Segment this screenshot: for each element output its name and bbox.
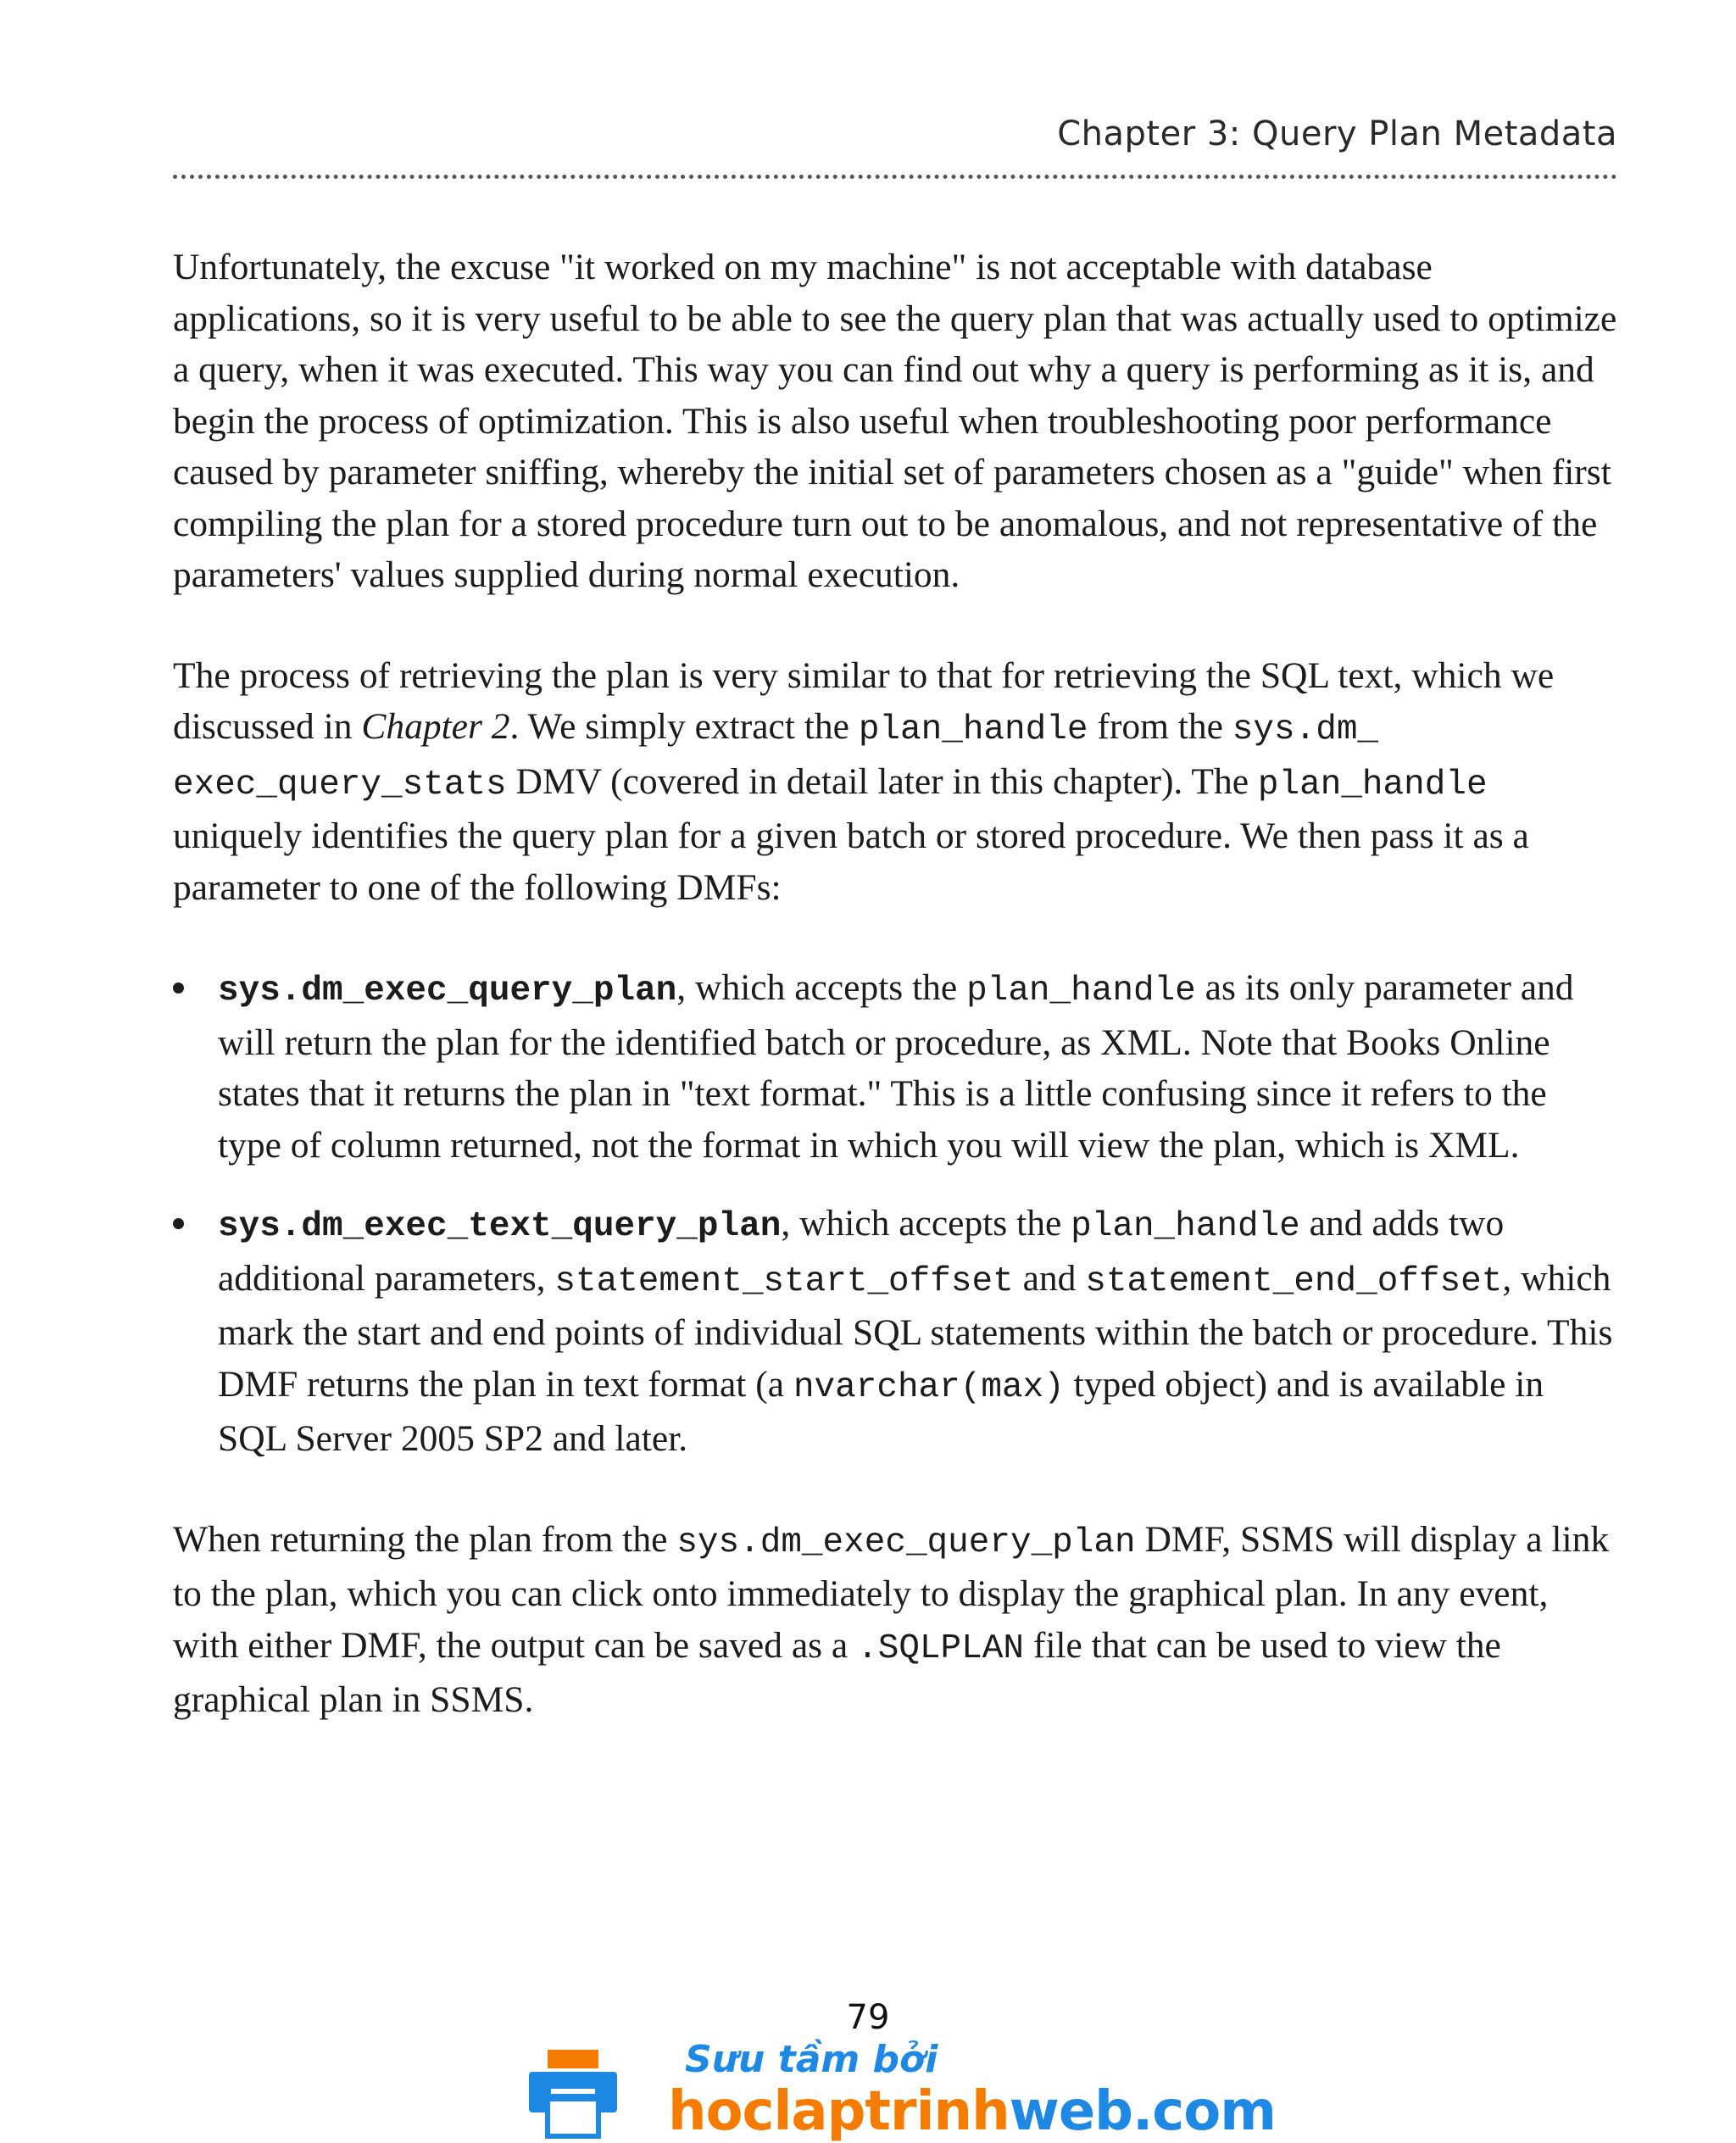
inline-code: sys.dm_ exec_query_stats bbox=[173, 710, 1379, 804]
inline-code: statement_start_offset bbox=[554, 1261, 1014, 1301]
watermark-caption: Sưu tầm bởi bbox=[685, 2038, 938, 2081]
inline-code: plan_handle bbox=[1257, 765, 1488, 804]
inline-code: sys.dm_exec_query_plan bbox=[676, 1522, 1136, 1562]
text: When returning the plan from the bbox=[173, 1518, 677, 1560]
text: typed object) and is available in SQL Server 2005 SP2 and later. bbox=[218, 1363, 1544, 1459]
inline-code: statement_end_offset bbox=[1085, 1261, 1503, 1301]
text: file that can be used to view the graphical plan in SSMS. bbox=[173, 1624, 1501, 1720]
inline-code: plan_handle bbox=[1071, 1207, 1300, 1246]
watermark-domain bbox=[668, 2082, 1276, 2141]
page-number: 79 bbox=[846, 1998, 890, 2037]
watermark-domain-part1: hoclaptrinh bbox=[668, 2080, 1010, 2143]
text: The process of retrieving the plan is very similar to that for retrieving the SQL text, which we discussed in bbox=[173, 654, 1555, 747]
text: as its only parameter and will return the plan for the identified batch or procedure, as XML. Note that Books Online states that it returns the plan in "text format." This is a little confusing since it refers to the type of column returned, not the format in which you will view the plan, which is XML. bbox=[218, 967, 1574, 1166]
text: and bbox=[1013, 1257, 1086, 1299]
paragraph-2 bbox=[173, 650, 1617, 914]
text: DMV (covered in detail later in this chapter). The bbox=[506, 760, 1258, 802]
text: , which accepts the bbox=[676, 967, 967, 1008]
bullet-dot-icon bbox=[173, 1218, 184, 1229]
header-dotted-rule bbox=[173, 175, 1617, 179]
text: , which mark the start and end points of individual SQL statements within the batch or procedure. This DMF returns the plan in text format (a bbox=[218, 1257, 1613, 1405]
paragraph-1: Unfortunately, the excuse "it worked on my machine" is not acceptable with database applications, so it is very useful to be able to see the query plan that was actually used to optimize a query, when it was executed. This way you can find out why a query is performing as it is, and begin the process of optimization. This is also useful when troubleshooting poor performance caused by parameter sniffing, whereby the initial set of parameters chosen as a "guide" when first compiling the plan for a stored procedure turn out to be anomalous, and not representative of the parameters' values supplied during normal execution. bbox=[173, 247, 1617, 595]
inline-code: .SQLPLAN bbox=[857, 1628, 1024, 1668]
inline-code: plan_handle bbox=[858, 710, 1088, 749]
text: DMF, SSMS will display a link to the plan, which you can click onto immediately to display the graphical plan. In any event, with either DMF, the output can be saved as a bbox=[173, 1518, 1610, 1666]
text: uniquely identifies the query plan for a given batch or stored procedure. We then pass it as a parameter to one of the following DMFs: bbox=[173, 815, 1529, 908]
text: . We simply extract the bbox=[509, 706, 859, 747]
watermark bbox=[526, 2034, 1276, 2143]
bullet-dot-icon bbox=[173, 982, 184, 994]
bullet-item bbox=[173, 962, 1617, 1171]
inline-code: plan_handle bbox=[966, 971, 1196, 1010]
text: from the bbox=[1088, 706, 1232, 747]
text: and adds two additional parameters, bbox=[218, 1203, 1505, 1299]
page-body bbox=[173, 242, 1617, 1726]
bullet-item bbox=[173, 1198, 1617, 1465]
chapter-reference: Chapter 2 bbox=[361, 706, 510, 747]
printer-logo-icon bbox=[526, 2046, 620, 2141]
running-header: Chapter 3: Query Plan Metadata bbox=[1057, 114, 1617, 153]
watermark-domain-part2: web.com bbox=[1009, 2080, 1276, 2143]
text: , which accepts the bbox=[781, 1203, 1071, 1244]
dmf-bullet-list bbox=[173, 962, 1617, 1465]
dmf-name: sys.dm_exec_text_query_plan bbox=[218, 1207, 782, 1246]
dmf-name: sys.dm_exec_query_plan bbox=[218, 971, 677, 1010]
inline-code: nvarchar(max) bbox=[793, 1367, 1065, 1407]
paragraph-3 bbox=[173, 1514, 1617, 1726]
